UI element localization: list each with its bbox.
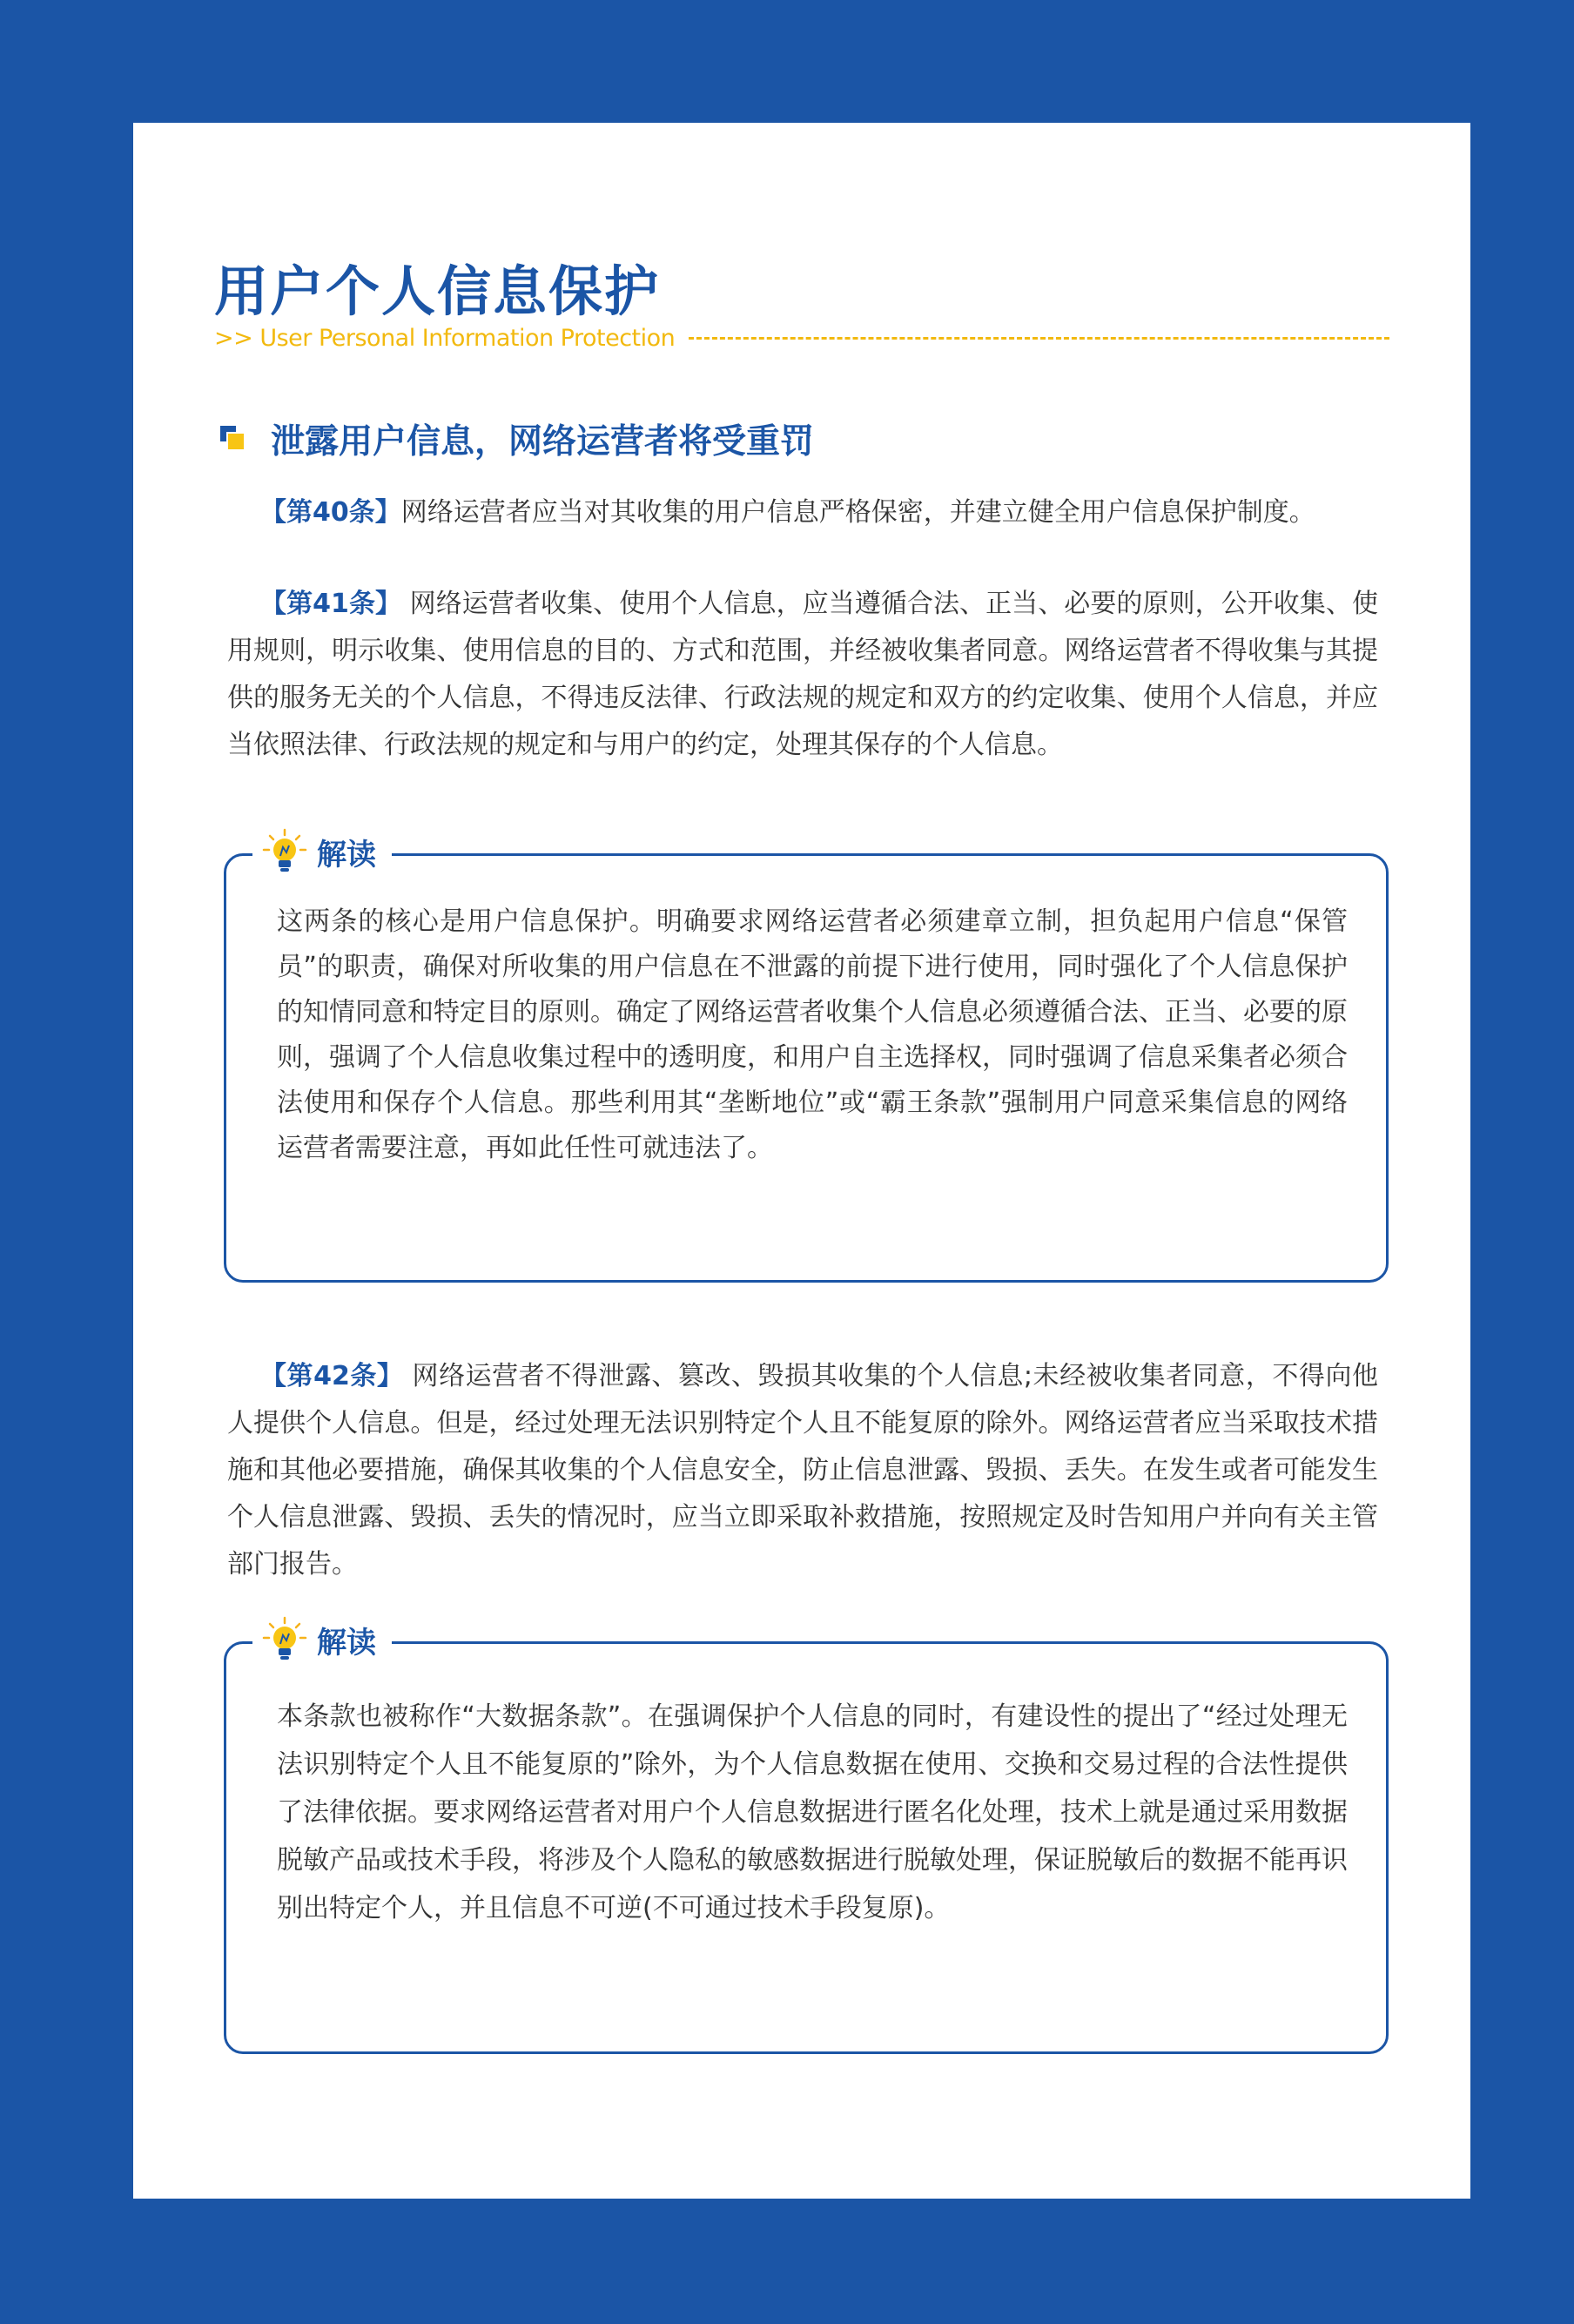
lightbulb-icon	[261, 828, 308, 875]
interpretation-label	[252, 1616, 392, 1663]
article-40	[227, 489, 1378, 536]
article-42	[227, 1353, 1378, 1588]
article-text: 网络运营者收集、使用个人信息，应当遵循合法、正当、必要的原则，公开收集、使用规则，明示收集、使用信息的目的、方式和范围，并经被收集者同意。网络运营者不得收集与其提供的服务无关的个人信息，不得违反法律、行政法规的规定和双方的约定收集、使用个人信息，并应当依照法律、行政法规的规定和与用户的约定，处理其保存的个人信息。	[227, 589, 1378, 760]
square-bullet-icon	[220, 426, 246, 452]
interpretation-label	[252, 828, 392, 875]
article-label: 【第40条】	[260, 497, 401, 528]
section-title: 泄露用户信息，网络运营者将受重罚	[271, 422, 815, 461]
document-page	[133, 123, 1470, 2199]
article-label: 【第41条】	[260, 589, 402, 619]
lightbulb-icon	[261, 1616, 308, 1663]
interpretation-text: 这两条的核心是用户信息保护。明确要求网络运营者必须建章立制，担负起用户信息“保管员”的职责，确保对所收集的用户信息在不泄露的前提下进行使用，同时强化了个人信息保护的知情同意和特定目的原则。确定了网络运营者收集个人信息必须遵循合法、正当、必要的原则，强调了个人信息收集过程中的透明度，和用户自主选择权，同时强调了信息采集者必须合法使用和保存个人信息。那些利用其“垄断地位”或“霸王条款”强制用户同意采集信息的网络运营者需要注意，再如此任性可就违法了。	[277, 906, 1348, 1163]
interpretation-box-2	[224, 1625, 1389, 2054]
section-heading	[220, 414, 814, 463]
page-title: 用户个人信息保护	[214, 259, 661, 323]
page-subtitle: >> User Personal Information Protection	[214, 325, 676, 352]
interpretation-label-text: 解读	[317, 837, 376, 872]
interpretation-label-text: 解读	[317, 1625, 376, 1660]
dashed-divider	[689, 337, 1389, 340]
article-label: 【第42条】	[260, 1361, 404, 1391]
article-41	[227, 581, 1378, 769]
interpretation-box-1	[224, 837, 1389, 1283]
article-text: 网络运营者应当对其收集的用户信息严格保密，并建立健全用户信息保护制度。	[400, 497, 1315, 528]
interpretation-text: 本条款也被称作“大数据条款”。在强调保护个人信息的同时，有建设性的提出了“经过处理无法识别特定个人且不能复原的”除外，为个人信息数据在使用、交换和交易过程的合法性提供了法律依据。要求网络运营者对用户个人信息数据进行匿名化处理，技术上就是通过采用数据脱敏产品或技术手段，将涉及个人隐私的敏感数据进行脱敏处理，保证脱敏后的数据不能再识别出特定个人，并且信息不可逆(不可通过技术手段复原)。	[277, 1701, 1348, 1923]
article-text: 网络运营者不得泄露、篡改、毁损其收集的个人信息;未经被收集者同意，不得向他人提供个人信息。但是，经过处理无法识别特定个人且不能复原的除外。网络运营者应当采取技术措施和其他必要措施，确保其收集的个人信息安全，防止信息泄露、毁损、丢失。在发生或者可能发生个人信息泄露、毁损、丢失的情况时，应当立即采取补救措施，按照规定及时告知用户并向有关主管部门报告。	[227, 1361, 1378, 1580]
subtitle-row	[214, 325, 1389, 352]
